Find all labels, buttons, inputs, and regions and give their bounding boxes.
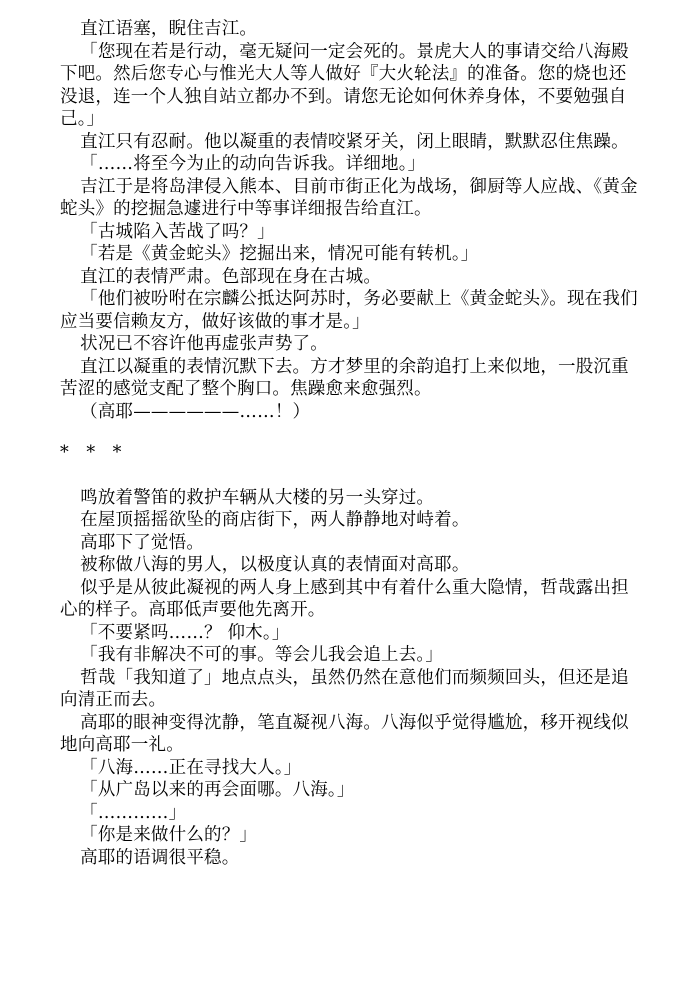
paragraph: 高耶的眼神变得沈静，笔直凝视八海。八海似乎觉得尴尬，移开视线似地向高耶一礼。 [60,712,629,755]
paragraph: 直江的表情严肃。色部现在身在古城。 [80,266,382,287]
paragraph: 直江语塞，睨住吉江。 [80,19,258,39]
dialogue-paragraph: 「您现在若是行动，毫无疑问一定会死的。景虎大人的事请交给八海殿下吧。然后您专心与惟光大人等人做好『大火轮法』的准备。您的烧也还没退，连一个人独自站立都办不到。请您无论如何休养身体，不要勉强自己。」 [60,41,629,129]
dialogue-paragraph: 「若是《黄金蛇头》挖掘出来，情况可能有转机。」 [80,244,479,264]
paragraph: 直江只有忍耐。他以凝重的表情咬紧牙关，闭上眼睛，默默忍住焦躁。 [80,131,629,152]
section-1 [60,18,640,423]
dialogue-paragraph: 「他们被吩咐在宗麟公抵达阿苏时，务必要献上《黄金蛇头》。现在我们应当要信赖友方，做好该做的事才是。」 [60,289,638,332]
dialogue-paragraph: 「八海……正在寻找大人。」 [80,757,302,778]
dialogue-paragraph: 「古城陷入苦战了吗？」 [80,221,275,242]
section-separator: * * * [60,443,128,463]
paragraph: 被称做八海的男人，以极度认真的表情面对高耶。 [80,555,470,575]
dialogue-paragraph: 「不要紧吗……？ 仰木。」 [80,622,290,643]
dialogue-paragraph: 「……将至今为止的动向告诉我。详细地。」 [80,154,426,174]
dialogue-paragraph: 「…………」 [80,802,187,823]
paragraph: 高耶下了觉悟。 [80,532,205,553]
paragraph: 直江以凝重的表情沉默下去。方才梦里的余韵追打上来似地，一股沉重苦涩的感觉支配了整个胸口。焦躁愈来愈强烈。 [60,356,629,399]
paragraph: 高耶的语调很平稳。 [80,847,240,868]
paragraph: 鸣放着警笛的救护车辆从大楼的另一头穿过。 [80,487,435,508]
dialogue-paragraph: 「我有非解决不可的事。等会儿我会追上去。」 [80,645,444,665]
paragraph: 似乎是从彼此凝视的两人身上感到其中有着什么重大隐情，哲哉露出担心的样子。高耶低声要他先离开。 [60,577,629,620]
paragraph: 吉江于是将岛津侵入熊本、目前市街正化为战场，御厨等人应战、《黄金蛇头》的挖掘急遽进行中等事详细报告给直江。 [60,176,638,219]
paragraph: 在屋顶摇摇欲坠的商店街下，两人静静地对峙着。 [80,510,470,530]
section-2 [60,487,640,870]
paragraph: 状况已不容许他再虚张声势了。 [80,334,328,354]
dialogue-paragraph: 「从广岛以来的再会面哪。八海。」 [80,780,355,800]
dialogue-paragraph: 「你是来做什么的？」 [80,825,258,845]
inner-monologue: （高耶——————……！） [80,401,311,422]
paragraph: 哲哉「我知道了」地点点头，虽然仍然在意他们而频频回头，但还是追向清正而去。 [60,667,629,710]
